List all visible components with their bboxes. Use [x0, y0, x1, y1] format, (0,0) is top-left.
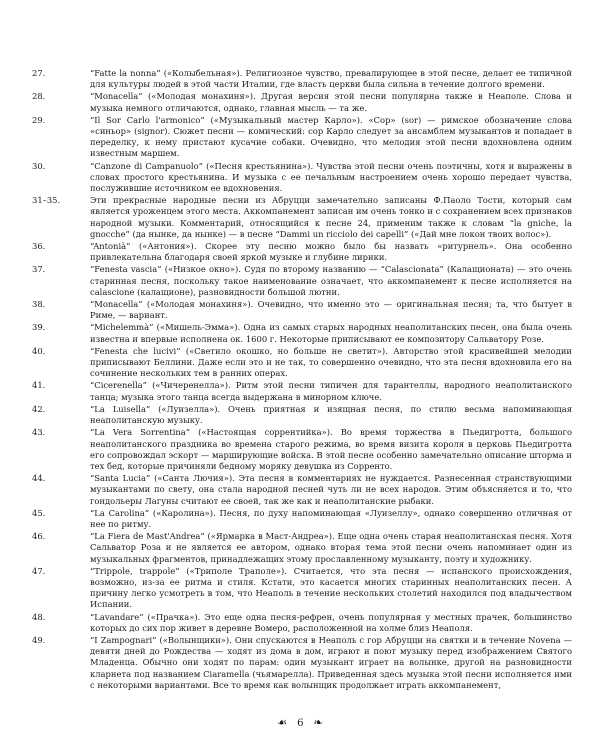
- entry-37: [32, 264, 572, 298]
- entry-number: 44.: [32, 473, 46, 484]
- entry-47: [32, 566, 572, 611]
- entry-number: 46.: [32, 531, 46, 542]
- entry-number: 30.: [32, 160, 46, 171]
- entry-text: Эти прекрасные народные песни из Абруцци замечательно записаны Ф.Паоло Тости, который сам является уроженцем этого места. Аккомпанемент записан им очень тонко и с сохранением всех признаков народной музыки. Комментарий, относящийся к песне 24, применим также к словам “la gniche, la gnocche” (да нынке, да нынке) — в песне “Dammi un ricciolo dei capelli” («Дай мне локон твоих волос»).: [90, 195, 572, 239]
- entry-number: 37.: [32, 264, 46, 275]
- entry-number: 43.: [32, 427, 46, 438]
- entry-40: [32, 346, 572, 380]
- entry-text: “I Zampognari” («Волынщики»). Они спускаются в Неаполь с гор Абруцци на святки и в течение Novena — девяти дней до Рождества — ходят из дома в дом, играют и поют музыку перед изображением Святого Младенца. Обычно они ходят по парам: один музыкант играет на волынке, другой на разновидности кларнета под названием Ciaramella (чьямарелла). Приведенная здесь музыка этой песни исполняется ими с некоторыми вариантами. Все то время как волынщик продолжает играть аккомпанемент,: [90, 634, 572, 690]
- entry-number: 39.: [32, 322, 46, 333]
- entry-text: “Antonià” («Антония»). Скорее эту песню можно было бы назвать «ритурнель». Она особенно привлекательна благодаря своей яркой музыке и глубине лирики.: [90, 241, 572, 263]
- entry-27: [32, 68, 572, 90]
- entry-text: “Monacella” («Молодая монахиня»). Очевидно, что именно это — оригинальная песня; та, что бытует в Риме, — вариант.: [90, 299, 572, 321]
- entry-number: 27.: [32, 68, 46, 78]
- entry-42: [32, 404, 572, 426]
- entry-49: [32, 635, 572, 691]
- entry-number: 41.: [32, 380, 46, 391]
- entry-text: “Fenesta vascia” («Низкое окно»). Судя по второму названию — “Calascionata” (Калащионата) — это очень старинная песня, поскольку такое наименование означает, что аккомпанемент к песне исполняется на calascione (калащионе), разновидности большой лютни.: [90, 264, 572, 297]
- entry-text: “Fenesta che lucivi” («Светило окошко, но больше не светит»). Авторство этой красивейшей мелодии приписывают Беллини. Даже если это и не так, то совершенно очевидно, что эта песня вдохновила его на сочинение нескольких тем в ранних операх.: [90, 345, 572, 379]
- entry-text: “Monacella” («Молодая монахиня»). Другая версия этой песни популярна также в Неаполе. Слова и музыка немного отличаются, однако, главная мысль — та же.: [90, 91, 572, 113]
- ornament-left-icon: ☙: [277, 716, 288, 729]
- ornament-right-icon: ❧: [313, 716, 323, 729]
- entry-31-35: [32, 195, 572, 240]
- entry-number: 29.: [32, 114, 46, 125]
- entry-number: 47.: [32, 565, 46, 576]
- entry-36: [32, 241, 572, 263]
- entry-39: [32, 322, 572, 344]
- entry-44: [32, 473, 572, 507]
- entry-text: “Michelemmà” («Мишель-Эмма»). Одна из самых старых народных неаполитанских песен, она была очень известна и впервые исполнена ок. 1600 г. Некоторые приписывают ее композитору Сальватору Розе.: [90, 322, 572, 344]
- entry-text: “Fatte la nonna” («Колыбельная»). Религиозное чувство, превалирующее в этой песне, делает ее типичной для культуры людей в этой части Италии, где власть церкви была сильна в течение долгого времени.: [90, 68, 572, 90]
- page-footer: [0, 716, 600, 729]
- entry-30: [32, 161, 572, 195]
- entry-48: [32, 612, 572, 634]
- entry-number: 28.: [32, 91, 46, 102]
- entry-29: [32, 115, 572, 160]
- entry-text: “Lavandare” («Прачка»). Это еще одна песня-рефрен, очень популярная у местных прачек, большинство которых до сих пор живет в деревне Вомеро, расположенной на холме близ Неаполя.: [90, 611, 572, 633]
- entry-45: [32, 508, 572, 530]
- entry-number: 49.: [32, 634, 46, 645]
- entry-text: “La Vera Sorrentina” («Настоящая соррентийка»). Во время торжества в Пьедигротта, большого неаполитанского праздника во времена старого режима, во время визита короля в церковь Пьедигротта его сопровождал эскорт — марширующие войска. В этой песне особенно замечательно описание шторма и тех бед, которые причиняли бедному моряку девушка из Сорренто.: [90, 427, 572, 471]
- entry-number: 40.: [32, 345, 46, 356]
- entry-text: “Canzone di Campanuolo” («Песня крестьянина»). Чувства этой песни очень поэтичны, хотя и выражены в словах простого крестьянина. И музыка с ее печальным настроением очень хорошо передает чувства, послужившие источником ее вдохновения.: [90, 160, 572, 194]
- entry-text: “La Fiera de Mast'Andrea” («Ярмарка в Маст-Андреа»). Еще одна очень старая неаполитанская песня. Хотя Сальватор Роза и не является ее автором, однако вторая тема этой песни очень напоминает один из музыкальных фрагментов, принадлежащих этому прославленному музыканту, поэту и художнику.: [90, 531, 572, 564]
- commentary-list: [32, 68, 572, 692]
- entry-number: 45.: [32, 507, 46, 518]
- entry-43: [32, 427, 572, 472]
- entry-text: “Trippole, trappole” («Триполе Траполе»). Считается, что эта песня — испанского происхождения, возможно, из-за ее ритма и стиля. Кстати, это касается многих старинных неаполитанских песен. А причину легко усмотреть в том, что Неаполь в течение нескольких столетий находился под владычеством Испании.: [90, 565, 572, 610]
- entry-text: “Il Sor Carlo l'armonico” («Музыкальный мастер Карло»). «Сор» (sor) — римское обозначение слова «синьор» (signor). Сюжет песни — комический: сор Карло следует за ансамблем музыкантов и попадает в переделку, к нему пристают кусачие собаки. Очевидно, что мелодия этой песни вдохновлена одним известным маршем.: [90, 114, 572, 159]
- entry-number: 42.: [32, 403, 46, 414]
- page-number: 6: [297, 718, 304, 729]
- entry-number: 31–35.: [32, 195, 61, 206]
- entry-number: 38.: [32, 299, 46, 310]
- entry-text: “Santa Lucia” («Санта Лючия»). Эта песня в комментариях не нуждается. Разнесенная странствующими музыкантами по свету, она стала народной песней чуть ли не всех народов. Этим объясняется и то, что гондольеры Лагуны считают ее своей, так же как и неаполитанские рыбаки.: [90, 473, 572, 506]
- entry-28: [32, 91, 572, 113]
- entry-41: [32, 380, 572, 402]
- entry-text: “Cicerenella” («Чичеренелла»). Ритм этой песни типичен для тарантеллы, народного неаполитанского танца; музыка этого танца всегда выдержана в минорном ключе.: [90, 380, 572, 402]
- entry-38: [32, 299, 572, 321]
- entry-number: 36.: [32, 241, 46, 252]
- entry-text: “La Luisella” («Луизелла»). Очень приятная и изящная песня, по стилю весьма напоминающая неаполитанскую музыку.: [90, 403, 572, 426]
- entry-number: 48.: [32, 611, 46, 622]
- entry-46: [32, 531, 572, 565]
- entry-text: “La Carolina” («Каролина»). Песня, по духу напоминающая «Луизеллу», однако совершенно отличная от нее по ритму.: [90, 507, 572, 529]
